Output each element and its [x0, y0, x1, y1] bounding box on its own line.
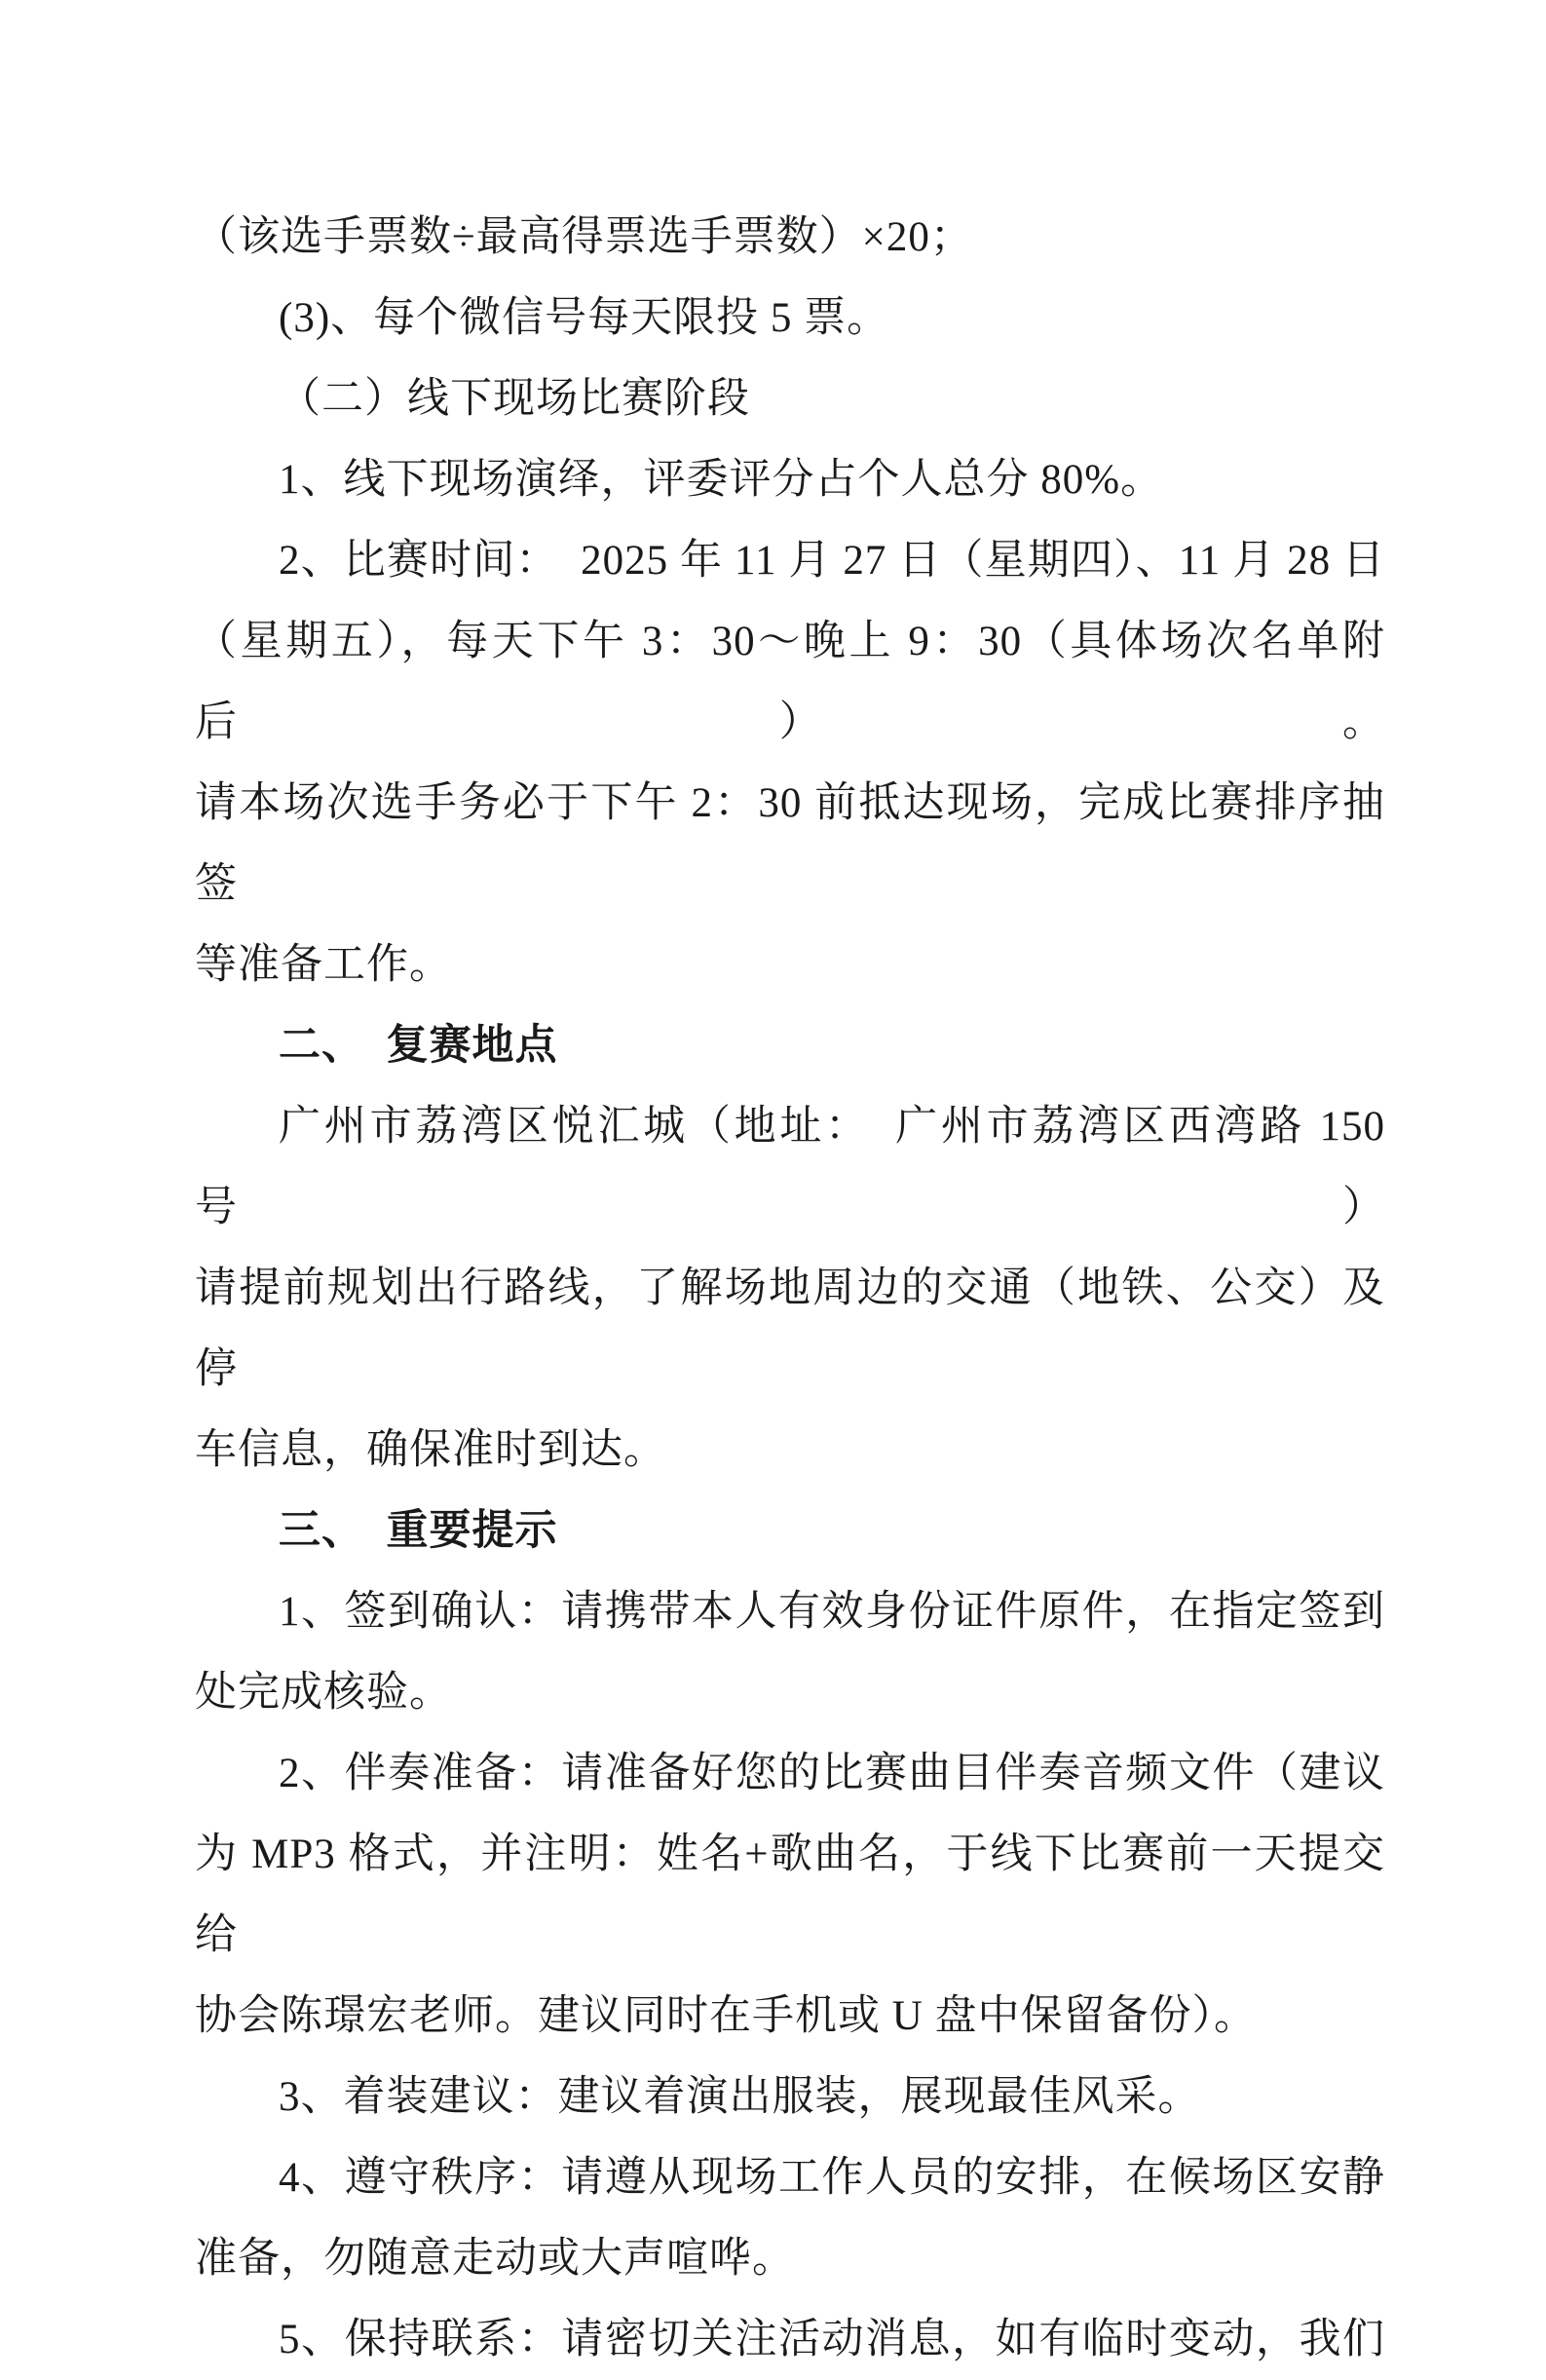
text-line: （该选手票数÷最高得票选手票数）×20；	[195, 214, 973, 260]
text-line: 二、 复赛地点	[279, 1023, 558, 1069]
text-line: 1、线下现场演绎，评委评分占个人总分 80%。	[279, 457, 1164, 503]
text-line: 1、签到确认：请携带本人有效身份证件原件，在指定签到	[279, 1589, 1385, 1635]
text-line: （星期五），每天下午 3：30～晚上 9：30（具体场次名单附后）。	[195, 619, 1385, 745]
document-body	[195, 197, 1385, 2380]
text-line: 3、着装建议：建议着演出服装，展现最佳风采。	[279, 2074, 1201, 2120]
text-line: (3)、每个微信号每天限投 5 票。	[279, 295, 890, 341]
text-line: 请本场次选手务必于下午 2：30 前抵达现场，完成比赛排序抽签	[195, 780, 1385, 907]
text-line: 2、比赛时间： 2025 年 11 月 27 日（星期四）、11 月 28 日	[279, 538, 1385, 584]
text-line: 5、保持联系：请密切关注活动消息，如有临时变动，我们	[279, 2317, 1385, 2362]
text-line: 等准备工作。	[195, 942, 452, 988]
text-line: 广州市荔湾区悦汇城（地址： 广州市荔湾区西湾路 150 号）	[195, 1104, 1385, 1230]
text-line: 车信息，确保准时到达。	[195, 1427, 666, 1473]
text-line: 4、遵守秩序：请遵从现场工作人员的安排，在候场区安静	[279, 2155, 1385, 2201]
text-line: 处完成核验。	[195, 1670, 452, 1716]
text-line: （二）线下现场比赛阶段	[279, 376, 750, 422]
text-line: 为 MP3 格式，并注明：姓名+歌曲名，于线下比赛前一天提交给	[195, 1832, 1385, 1958]
text-line: 协会陈璟宏老师。建议同时在手机或 U 盘中保留备份）。	[195, 1993, 1258, 2039]
text-line: 准备，勿随意走动或大声喧哗。	[195, 2236, 795, 2282]
text-line: 2、伴奏准备：请准备好您的比赛曲目伴奏音频文件（建议	[279, 1751, 1385, 1796]
text-line: 请提前规划出行路线，了解场地周边的交通（地铁、公交）及停	[195, 1266, 1385, 1392]
text-line: 三、 重要提示	[279, 1508, 558, 1554]
